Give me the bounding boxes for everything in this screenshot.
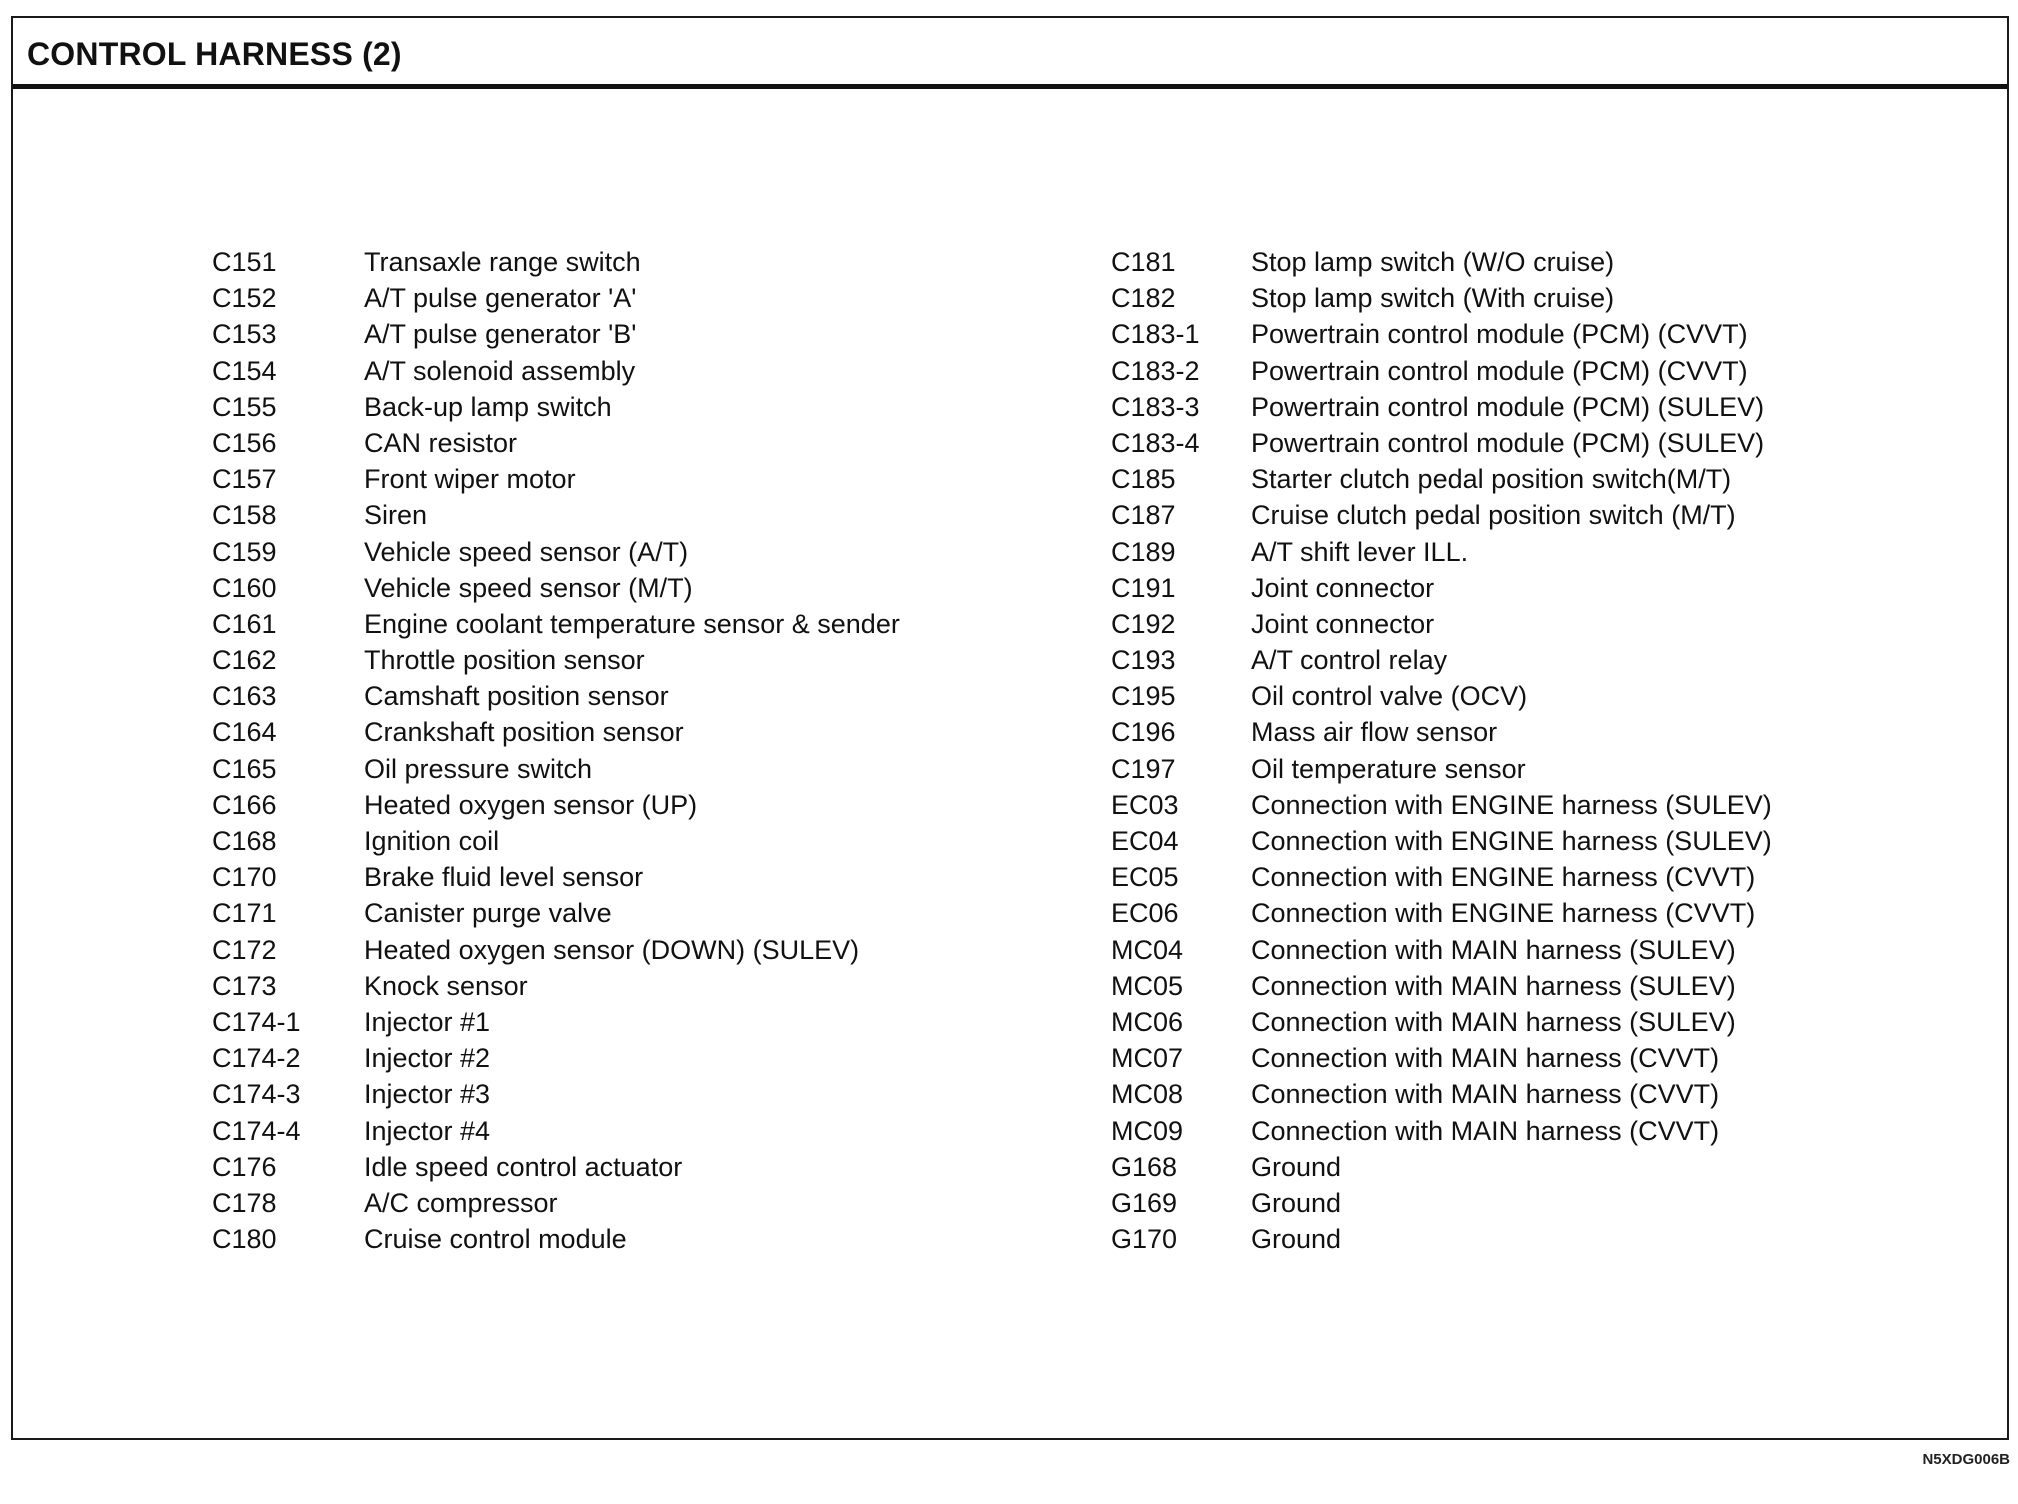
connector-code: C183-1 [1111,319,1200,350]
connector-description: Injector #4 [364,1115,491,1146]
connector-code: C163 [212,681,277,712]
connector-code: C161 [212,608,277,639]
connector-code: C196 [1111,717,1176,748]
connector-code: C176 [212,1151,277,1182]
connector-description: CAN resistor [364,427,518,458]
connector-description: Cruise clutch pedal position switch (M/T) [1251,500,1736,531]
connector-description: Connection with ENGINE harness (SULEV) [1251,826,1772,856]
connector-code: C172 [212,934,277,965]
connector-description: Camshaft position sensor [364,681,669,712]
connector-description: Injector #2 [364,1043,491,1074]
connector-code: C158 [212,500,277,531]
connector-description: A/C compressor [364,1187,558,1218]
connector-code: C153 [212,319,277,350]
connector-description: Connection with MAIN harness (CVVT) [1251,1079,1720,1110]
connector-description: Vehicle speed sensor (A/T) [364,536,689,567]
connector-description: Ignition coil [364,826,500,856]
connector-description: Powertrain control module (PCM) (SULEV) [1251,391,1765,422]
connector-description: Vehicle speed sensor (M/T) [364,572,693,603]
connector-code: C183-3 [1111,391,1200,422]
connector-description: Connection with MAIN harness (CVVT) [1251,1115,1720,1146]
connector-code: G170 [1111,1224,1178,1255]
connector-description: Ground [1251,1151,1342,1182]
connector-code: EC04 [1111,826,1179,856]
connector-code: C195 [1111,681,1176,712]
connector-code: MC05 [1111,970,1184,1001]
connector-description: Connection with MAIN harness (CVVT) [1251,1043,1720,1074]
connector-description: Siren [364,500,428,531]
connector-code: C174-3 [212,1079,301,1110]
connector-description: Injector #3 [364,1079,491,1110]
connector-code: C174-2 [212,1043,301,1074]
connector-code: C174-1 [212,1006,301,1037]
connector-code: C162 [212,645,277,676]
connector-description: Stop lamp switch (W/O cruise) [1251,247,1615,277]
connector-description: Powertrain control module (PCM) (CVVT) [1251,355,1748,386]
connector-code: C178 [212,1187,277,1218]
connector-code: MC04 [1111,934,1184,965]
connector-code: C183-4 [1111,427,1200,458]
document-frame [11,16,2009,1440]
connector-description: Brake fluid level sensor [364,862,644,893]
connector-code: MC07 [1111,1043,1184,1074]
connector-code: C157 [212,464,277,495]
connector-code: C164 [212,717,277,748]
connector-description: Powertrain control module (PCM) (SULEV) [1251,427,1765,458]
connector-description: Connection with MAIN harness (SULEV) [1251,970,1736,1001]
connector-code: C160 [212,572,277,603]
connector-description: A/T solenoid assembly [364,355,636,386]
connector-description: Stop lamp switch (With cruise) [1251,283,1615,314]
connector-description: Back-up lamp switch [364,391,612,422]
connector-code: MC06 [1111,1006,1184,1037]
connector-code: C185 [1111,464,1176,495]
figure-reference: N5XDG006B [1922,1451,2010,1468]
connector-description: Connection with MAIN harness (SULEV) [1251,934,1736,965]
connector-description: A/T control relay [1251,645,1448,676]
connector-description: Ground [1251,1187,1342,1218]
connector-description: Ground [1251,1224,1342,1255]
connector-code: C151 [212,247,277,277]
connector-description: Crankshaft position sensor [364,717,684,748]
connector-description: Powertrain control module (PCM) (CVVT) [1251,319,1748,350]
connector-code: G168 [1111,1151,1178,1182]
connector-description: Cruise control module [364,1224,627,1255]
connector-description: Oil pressure switch [364,753,593,784]
connector-code: MC08 [1111,1079,1184,1110]
connector-code: EC06 [1111,898,1179,929]
connector-code: C181 [1111,247,1176,277]
connector-description: Joint connector [1251,572,1435,603]
connector-code: C189 [1111,536,1176,567]
connector-description: Connection with ENGINE harness (SULEV) [1251,789,1772,820]
connector-code: C168 [212,826,277,856]
connector-description: Injector #1 [364,1006,491,1037]
page-title: CONTROL HARNESS (2) [27,36,402,72]
connector-description: A/T pulse generator 'B' [364,319,637,350]
connector-code: C193 [1111,645,1176,676]
connector-code: C170 [212,862,277,893]
connector-code: C171 [212,898,277,929]
connector-code: EC03 [1111,789,1179,820]
connector-code: G169 [1111,1187,1178,1218]
connector-description: A/T shift lever ILL. [1251,536,1469,567]
connector-description: Heated oxygen sensor (UP) [364,789,698,820]
connector-description: Starter clutch pedal position switch(M/T) [1251,464,1732,495]
connector-code: C165 [212,753,277,784]
connector-description: Connection with MAIN harness (SULEV) [1251,1006,1736,1037]
connector-description: Connection with ENGINE harness (CVVT) [1251,898,1756,929]
connector-description: A/T pulse generator 'A' [364,283,637,314]
connector-code: C183-2 [1111,355,1200,386]
title-bar [13,18,2007,89]
connector-code: C192 [1111,608,1176,639]
connector-code: C197 [1111,753,1176,784]
connector-code: C166 [212,789,277,820]
connector-code: C182 [1111,283,1176,314]
connector-description: Canister purge valve [364,898,612,929]
connector-description: Front wiper motor [364,464,576,495]
connector-description: Knock sensor [364,970,528,1001]
connector-description: Connection with ENGINE harness (CVVT) [1251,862,1756,893]
connector-description: Throttle position sensor [364,645,645,676]
connector-code: C180 [212,1224,277,1255]
connector-code: MC09 [1111,1115,1184,1146]
connector-code: C152 [212,283,277,314]
connector-description: Transaxle range switch [364,247,641,277]
connector-code: C154 [212,355,277,386]
connector-code: EC05 [1111,862,1179,893]
connector-code: C173 [212,970,277,1001]
connector-code: C156 [212,427,277,458]
connector-code: C159 [212,536,277,567]
connector-description: Idle speed control actuator [364,1151,683,1182]
connector-description: Mass air flow sensor [1251,717,1498,748]
connector-code: C187 [1111,500,1176,531]
connector-code: C174-4 [212,1115,301,1146]
connector-code: C155 [212,391,277,422]
connector-description: Oil control valve (OCV) [1251,681,1528,712]
connector-description: Engine coolant temperature sensor & sender [364,608,900,639]
connector-description: Heated oxygen sensor (DOWN) (SULEV) [364,934,860,965]
connector-description: Joint connector [1251,608,1435,639]
connector-code: C191 [1111,572,1176,603]
connector-description: Oil temperature sensor [1251,753,1526,784]
